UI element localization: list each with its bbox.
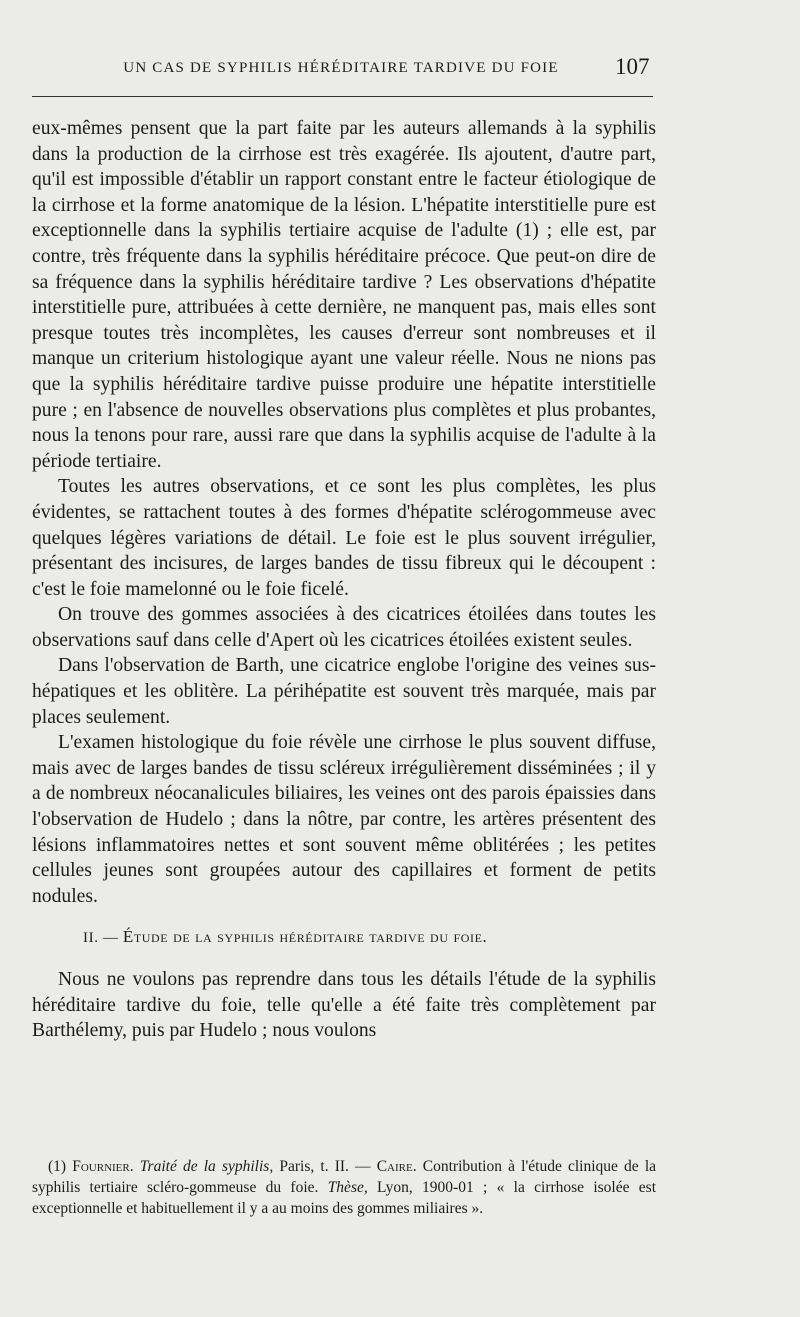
paragraph-6: Nous ne voulons pas reprendre dans tous les détails l'étude de la syphilis héréditaire tardive du foie, telle qu'elle a été faite très complètement par Barthélemy, puis par Hudelo ; nous voulons bbox=[32, 969, 656, 1042]
paragraph-4: Dans l'observation de Barth, une cicatrice englobe l'origine des veines sus-hépatiques et les oblitère. La périhépatite est souvent très marquée, mais par places seulement. bbox=[32, 655, 656, 728]
footnote bbox=[32, 1156, 656, 1219]
footnote-work-2: Thèse, bbox=[327, 1179, 368, 1196]
footnote-text-2: Contribution à l'étude clinique de la syphilis tertiaire scléro-gommeuse du foie. bbox=[32, 1158, 657, 1196]
footnote-text-1: Paris, t. II. — bbox=[279, 1158, 371, 1175]
paragraph-3: On trouve des gommes associées à des cicatrices étoilées dans toutes les observations sauf dans celle d'Apert où les cicatrices étoilées existent seules. bbox=[32, 604, 656, 651]
footnote-author-2: Caire. bbox=[376, 1158, 417, 1175]
paragraph-5: L'examen histologique du foie révèle une cirrhose le plus souvent diffuse, mais avec de larges bandes de tissu scléreux irrégulièrement disséminées ; il y a de nombreux néocanalicules biliaires, les veines ont des parois épaissies dans l'observation de Hudelo ; dans la nôtre, par contre, les artères présentent des lésions inflammatoires nettes et sont souvent même oblitérées ; les petites cellules jeunes sont groupées autour des capillaires et forment de petits nodules. bbox=[32, 732, 656, 907]
footnote-work-1: Traité de la syphilis, bbox=[139, 1158, 274, 1175]
header-rule bbox=[32, 96, 653, 97]
running-title: UN CAS DE SYPHILIS HÉRÉDITAIRE TARDIVE DU FOIE bbox=[123, 60, 559, 76]
footnote-author-1: Fournier. bbox=[72, 1158, 134, 1175]
body-text bbox=[32, 116, 656, 1044]
footnote-marker: (1) bbox=[48, 1158, 67, 1175]
paragraph-1: eux-mêmes pensent que la part faite par les auteurs allemands à la syphilis dans la production de la cirrhose est très exagérée. Ils ajoutent, d'autre part, qu'il est impossible d'établir un rapport constant entre le facteur étiologique de la cirrhose et la forme anatomique de la lésion. L'hépatite interstitielle pure est exceptionnelle dans la syphilis tertiaire acquise de l'adulte (1) ; elle est, par contre, très fréquente dans la syphilis héréditaire précoce. Que peut-on dire de sa fréquence dans la syphilis héréditaire tardive ? Les observations d'hépatite interstitielle pure, attribuées à cette dernière, ne manquent pas, mais elles sont presque toutes très incomplètes, les causes d'erreur sont nombreuses et il manque un criterium histologique ayant une valeur réelle. Nous ne nions pas que la syphilis héréditaire tardive puisse produire une hépatite interstitielle pure ; en l'absence de nouvelles observations plus complètes et plus probantes, nous la tenons pour rare, aussi rare que dans la syphilis acquise de l'adulte à la période tertiaire. bbox=[32, 118, 656, 472]
section-heading bbox=[32, 924, 656, 952]
paragraph-2: Toutes les autres observations, et ce sont les plus complètes, les plus évidentes, se rattachent toutes à des formes d'hépatite sclérogommeuse avec quelques légères variations de détail. Le foie est le plus souvent irrégulier, présentant des incisures, de larges bandes de tissu fibreux qui le découpent : c'est le foie mamelonné ou le foie ficelé. bbox=[32, 476, 656, 600]
running-header bbox=[32, 60, 650, 90]
page-number: 107 bbox=[615, 54, 650, 79]
footnote-text-3: Lyon, 1900-01 ; « la cirrhose isolée est exceptionnelle et habituellement il y a au moins des gommes miliaires ». bbox=[32, 1179, 657, 1217]
footnote-text bbox=[32, 1156, 656, 1219]
section-title: Étude de la syphilis héréditaire tardive du foie. bbox=[122, 927, 488, 947]
section-number: II. — bbox=[83, 930, 119, 947]
